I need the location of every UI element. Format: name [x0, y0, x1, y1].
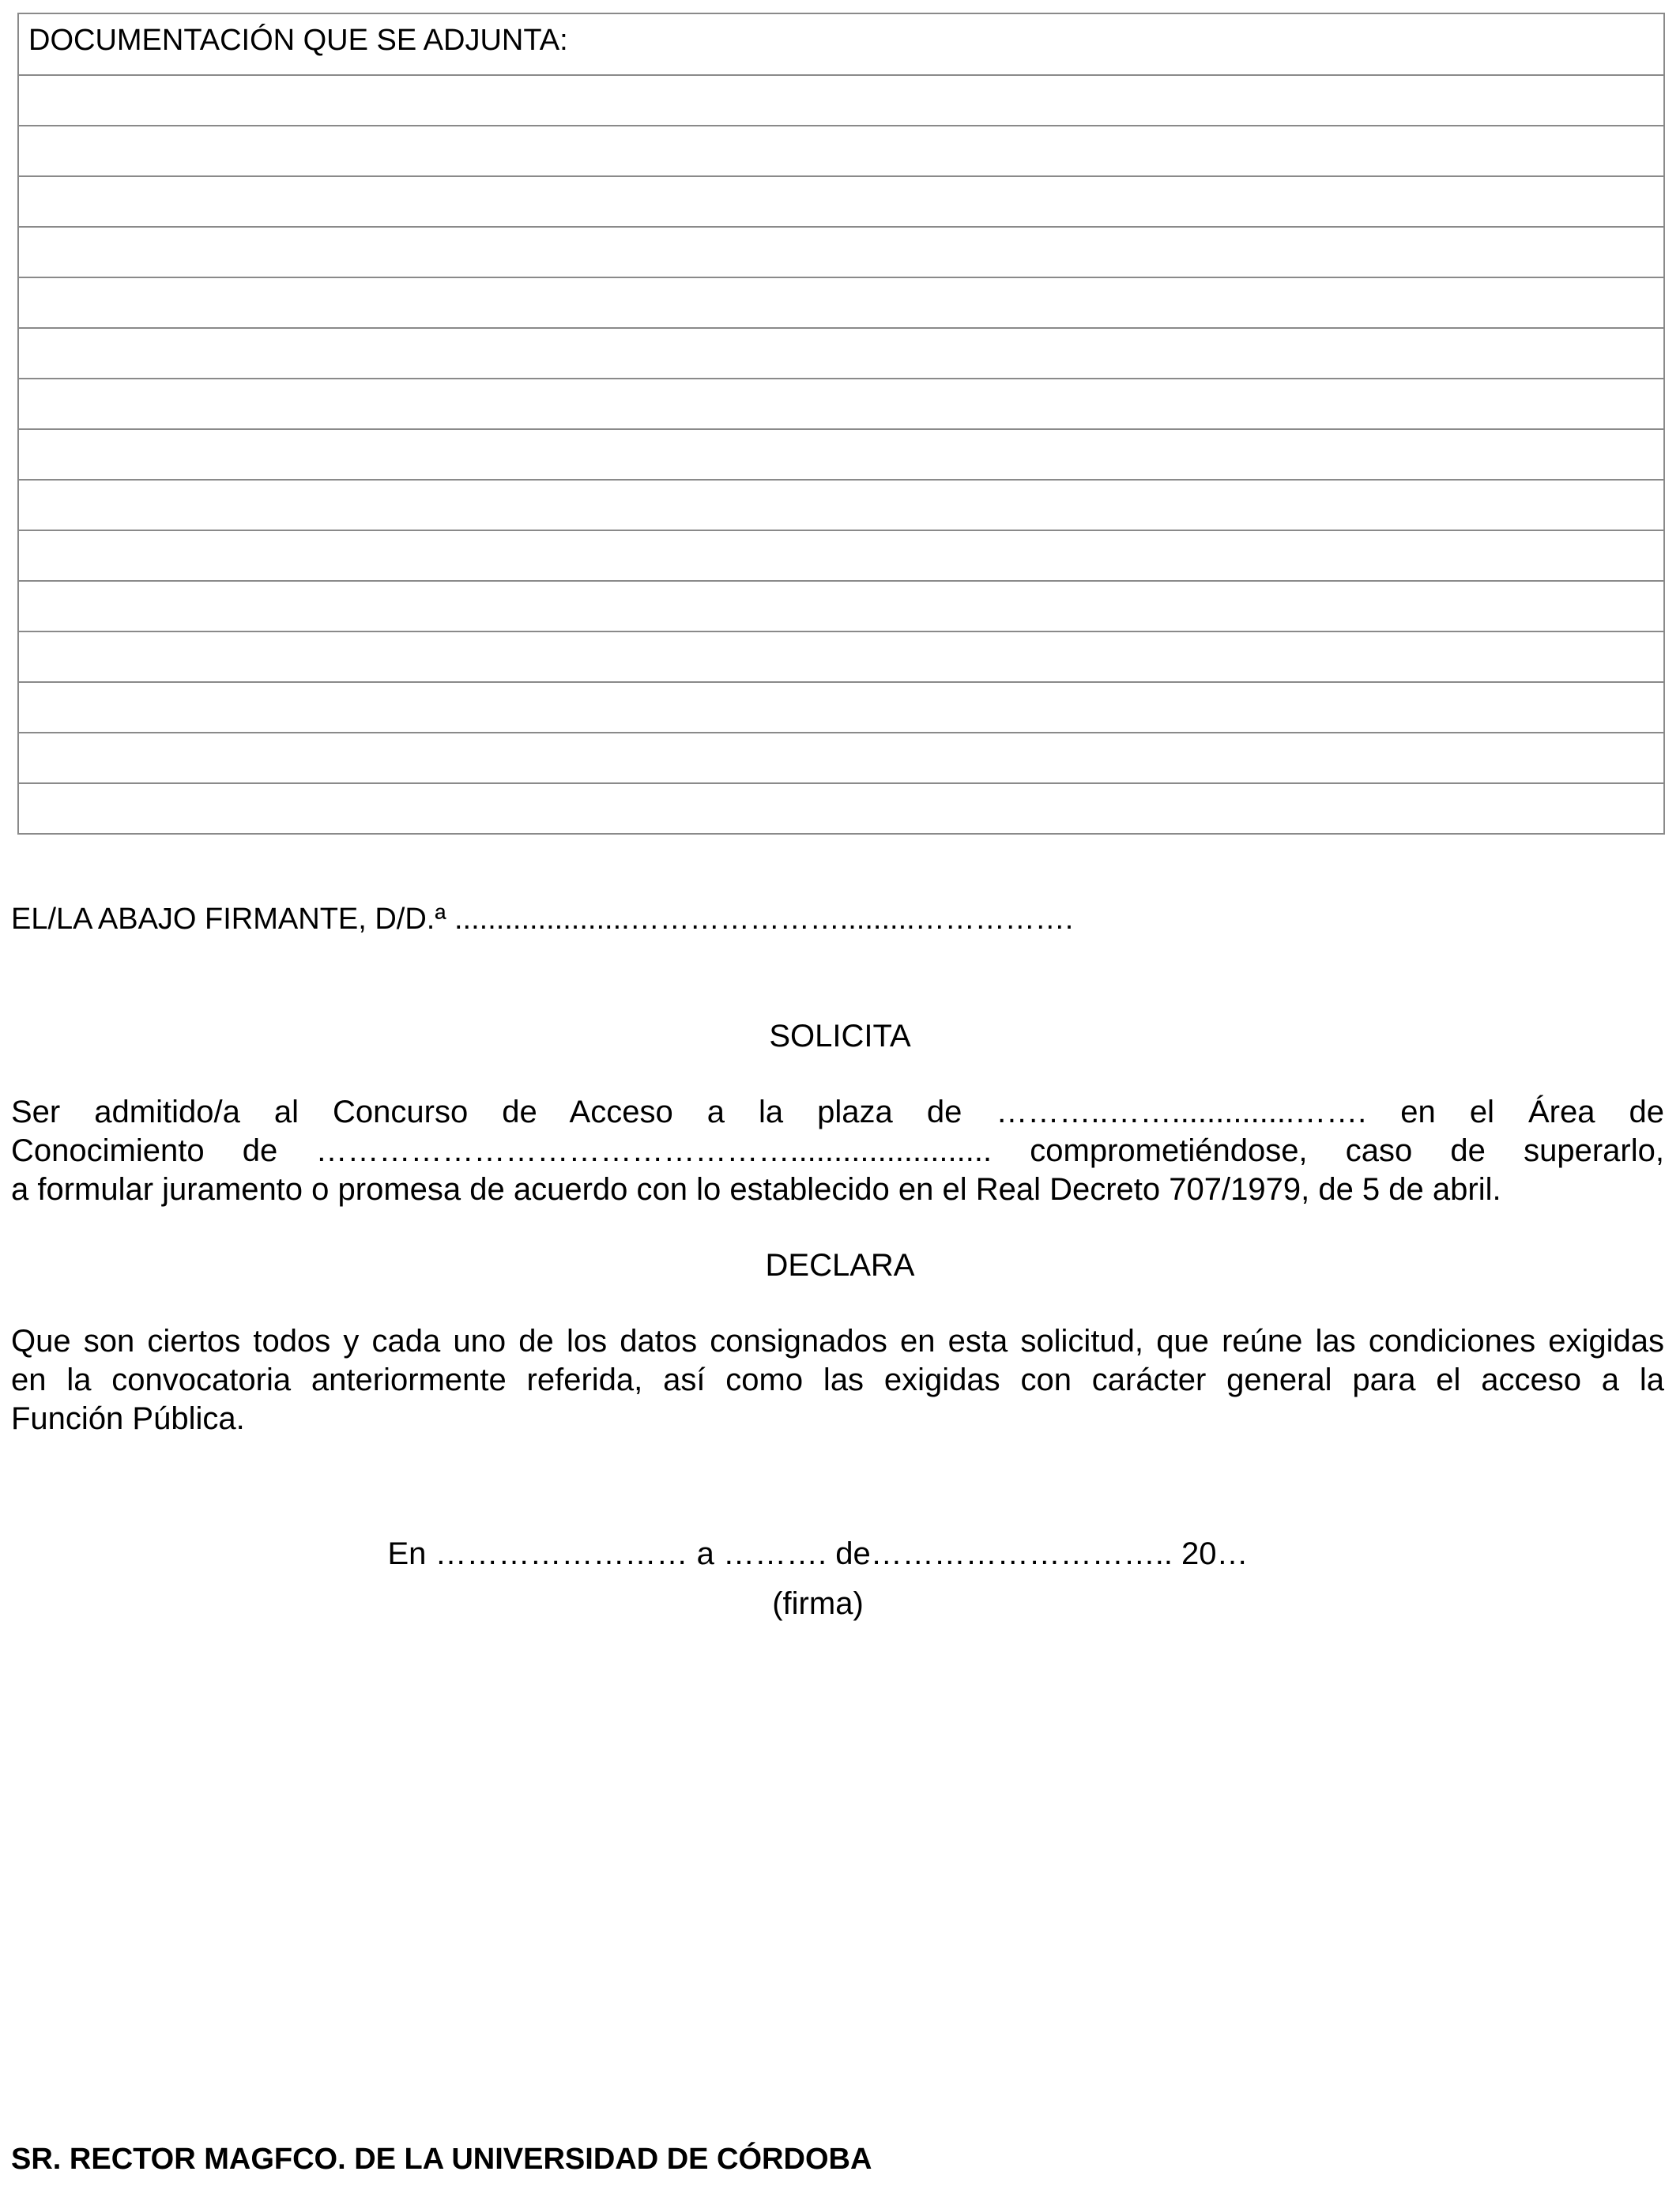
documentation-row	[18, 277, 1664, 328]
documentation-cell[interactable]	[18, 530, 1664, 581]
documentation-row	[18, 530, 1664, 581]
declara-heading: DECLARA	[765, 1248, 915, 1283]
documentation-row	[18, 227, 1664, 277]
documentation-table	[17, 13, 1665, 835]
documentation-row	[18, 733, 1664, 783]
documentation-cell[interactable]	[18, 429, 1664, 480]
signer-line: EL/LA ABAJO FIRMANTE, D/D.ª .....................………………….........…………….	[11, 903, 1074, 936]
documentation-cell[interactable]	[18, 126, 1664, 176]
documentation-row	[18, 328, 1664, 379]
documentation-cell[interactable]	[18, 227, 1664, 277]
declara-line: Que son ciertos todos y cada uno de los datos consignados en esta solicitud, que reúne las condiciones exigidas	[11, 1324, 1664, 1359]
documentation-row	[18, 126, 1664, 176]
place-date-line: En …………………… a ………. de……………………….. 20…	[387, 1536, 1249, 1571]
documentation-cell[interactable]	[18, 328, 1664, 379]
documentation-cell[interactable]	[18, 277, 1664, 328]
declara-paragraph	[11, 1322, 1664, 1438]
documentation-cell[interactable]	[18, 379, 1664, 429]
solicita-line: Ser admitido/a al Concurso de Acceso a la plaza de ………..……..............……. en el Área de	[11, 1095, 1664, 1129]
documentation-row	[18, 480, 1664, 530]
documentation-cell[interactable]	[18, 682, 1664, 733]
documentation-row	[18, 176, 1664, 227]
recipient: SR. RECTOR MAGFCO. DE LA UNIVERSIDAD DE CÓRDOBA	[11, 2143, 872, 2176]
documentation-cell[interactable]	[18, 176, 1664, 227]
documentation-cell[interactable]	[18, 631, 1664, 682]
signature-label: (firma)	[772, 1586, 864, 1621]
documentation-cell[interactable]	[18, 75, 1664, 126]
documentation-row	[18, 429, 1664, 480]
solicita-heading: SOLICITA	[769, 1019, 911, 1054]
documentation-header: DOCUMENTACIÓN QUE SE ADJUNTA:	[18, 13, 1664, 75]
documentation-cell[interactable]	[18, 581, 1664, 631]
documentation-row	[18, 379, 1664, 429]
documentation-header-row	[18, 13, 1664, 75]
documentation-row	[18, 631, 1664, 682]
documentation-row	[18, 682, 1664, 733]
solicita-line: Conocimiento de ………………………………………....................... comprometiéndose, caso de superarlo,	[11, 1133, 1664, 1168]
documentation-cell[interactable]	[18, 733, 1664, 783]
declara-line: en la convocatoria anteriormente referida, así como las exigidas con carácter general para el acceso a la	[11, 1363, 1664, 1397]
solicita-line: a formular juramento o promesa de acuerdo con lo establecido en el Real Decreto 707/1979, de 5 de abril.	[11, 1172, 1501, 1207]
declara-line: Función Pública.	[11, 1401, 245, 1436]
documentation-row	[18, 75, 1664, 126]
documentation-cell[interactable]	[18, 783, 1664, 834]
documentation-row	[18, 783, 1664, 834]
solicita-paragraph	[11, 1093, 1664, 1209]
documentation-cell[interactable]	[18, 480, 1664, 530]
documentation-row	[18, 581, 1664, 631]
